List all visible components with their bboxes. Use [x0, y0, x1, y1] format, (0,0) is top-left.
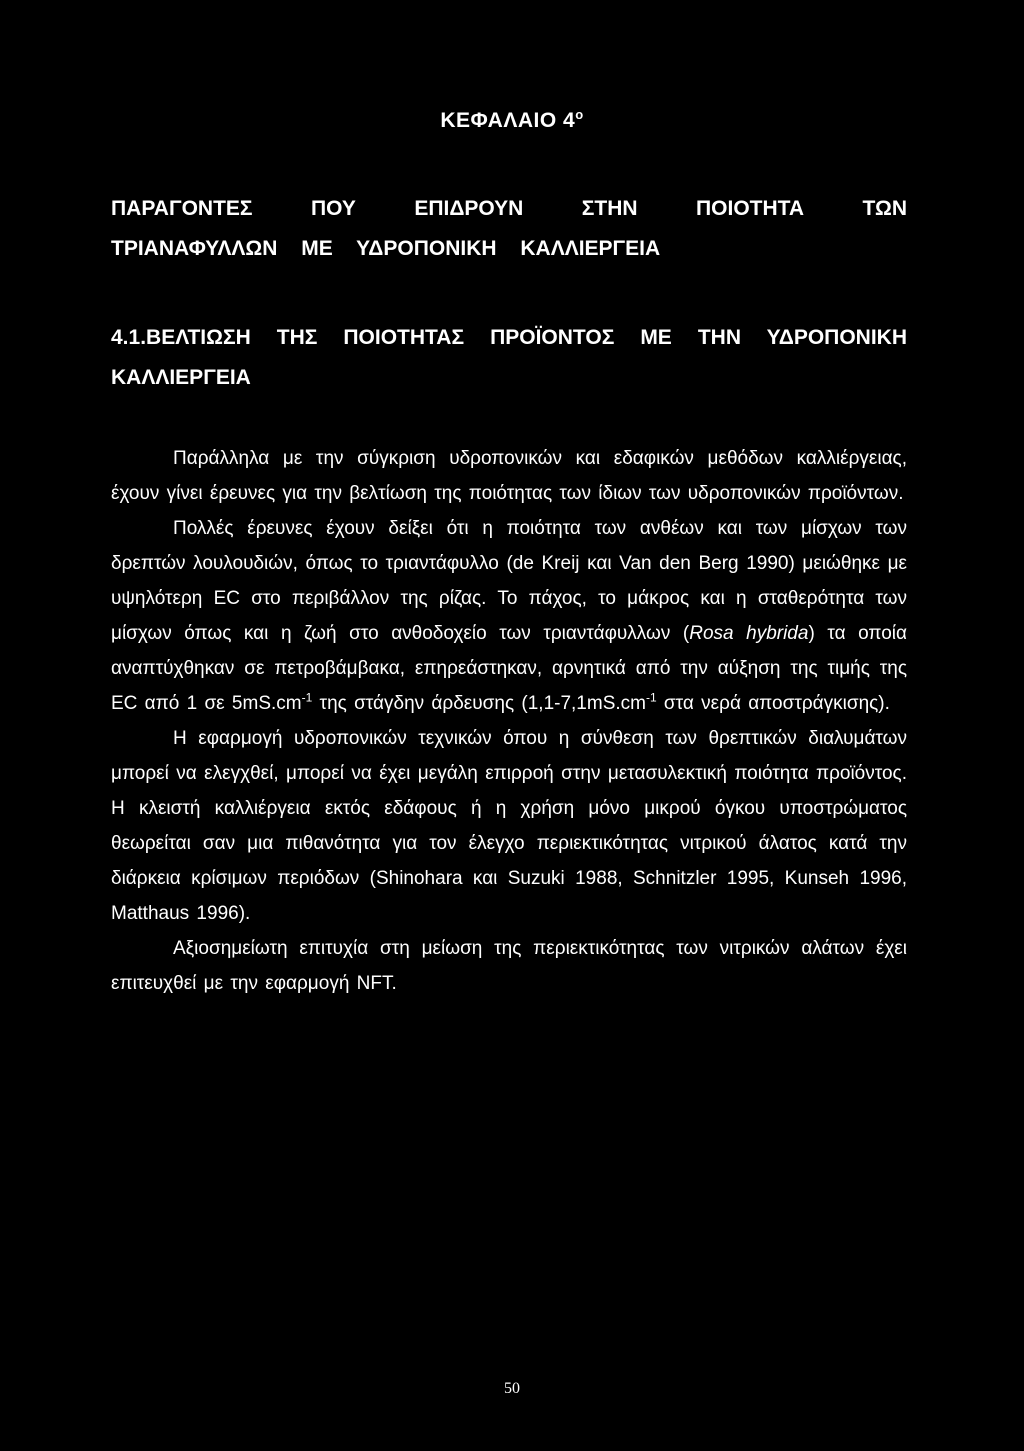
paragraph-4: Αξιοσημείωτη επιτυχία στη μείωση της περιεκτικότητας των νιτρικών αλάτων έχει επιτευχθεί με την εφαρμογή NFT.	[111, 938, 907, 994]
chapter-ordinal: ο	[575, 107, 584, 122]
paragraph-3: Η εφαρμογή υδροπονικών τεχνικών όπου η σύνθεση των θρεπτικών διαλυμάτων μπορεί να ελεγχθεί, μπορεί να έχει μεγάλη επιρροή στην μετασυλεκτική ποιότητα προϊόντος. Η κλειστή καλλιέργεια εκτός εδάφους ή η χρήση μόνο μικρού όγκου υποστρώματος θεωρείται σαν μια πιθανότητα για τον έλεγχο περιεκτικότητας νιτρικού άλατος κατά την διάρκεια κρίσιμων περιόδων (Shinohara και Suzuki 1988, Schnitzler 1995, Kunseh 1996, Matthaus 1996).	[111, 728, 907, 924]
page-number: 50	[504, 1380, 520, 1397]
paragraph-2	[111, 511, 907, 721]
chapter-label: ΚΕΦΑΛΑΙΟ 4	[440, 109, 576, 132]
unit-exponent: -1	[301, 690, 313, 705]
body-text	[111, 441, 907, 1001]
page-title: ΠΑΡΑΓΟΝΤΕΣ ΠΟΥ ΕΠΙΔΡΟΥΝ ΣΤΗΝ ΠΟΙΟΤΗΤΑ ΤΩΝ ΤΡΙΑΝΑΦΥΛΛΩΝ ΜΕ ΥΔΡΟΠΟΝΙΚΗ ΚΑΛΛΙΕΡΓΕΙΑ	[111, 197, 907, 260]
paragraph-2-text-c: της στάγδην άρδευσης (1,1-7,1mS.cm	[312, 693, 646, 714]
paragraph-2-text-a: Πολλές έρευνες έχουν δείξει ότι η ποιότητα των ανθέων και των μίσχων των δρεπτών λουλουδιών, όπως το τριαντάφυλλο (de Kreij και Van den Berg 1990) μειώθηκε με υψηλότερη EC στο περιβάλλον της ρίζας. Το πάχος, το μάκρος και η σταθερότητα των μίσχων όπως και η ζωή στο ανθοδοχείο των τριαντάφυλλων (	[111, 518, 907, 644]
paragraph-2-text-b: ) τα οποία αναπτύχθηκαν σε πετροβάμβακα, επηρεάστηκαν, αρνητικά από την αύξηση της τιμής της EC από 1 σε 5mS.cm	[111, 623, 908, 714]
section-title: 4.1.ΒΕΛΤΙΩΣΗ ΤΗΣ ΠΟΙΟΤΗΤΑΣ ΠΡΟΪΟΝΤΟΣ ΜΕ ΤΗΝ ΥΔΡΟΠΟΝΙΚΗ ΚΑΛΛΙΕΡΓΕΙΑ	[111, 326, 907, 389]
paragraph-2-text-d: στα νερά αποστράγκισης).	[656, 693, 890, 714]
species-name: Rosa hybrida	[689, 623, 809, 644]
chapter-heading	[0, 107, 1024, 133]
unit-exponent: -1	[645, 690, 657, 705]
paragraph-1: Παράλληλα με την σύγκριση υδροπονικών και εδαφικών μεθόδων καλλιέργειας, έχουν γίνει έρευνες για την βελτίωση της ποιότητας των ίδιων των υδροπονικών προϊόντων.	[111, 448, 907, 504]
